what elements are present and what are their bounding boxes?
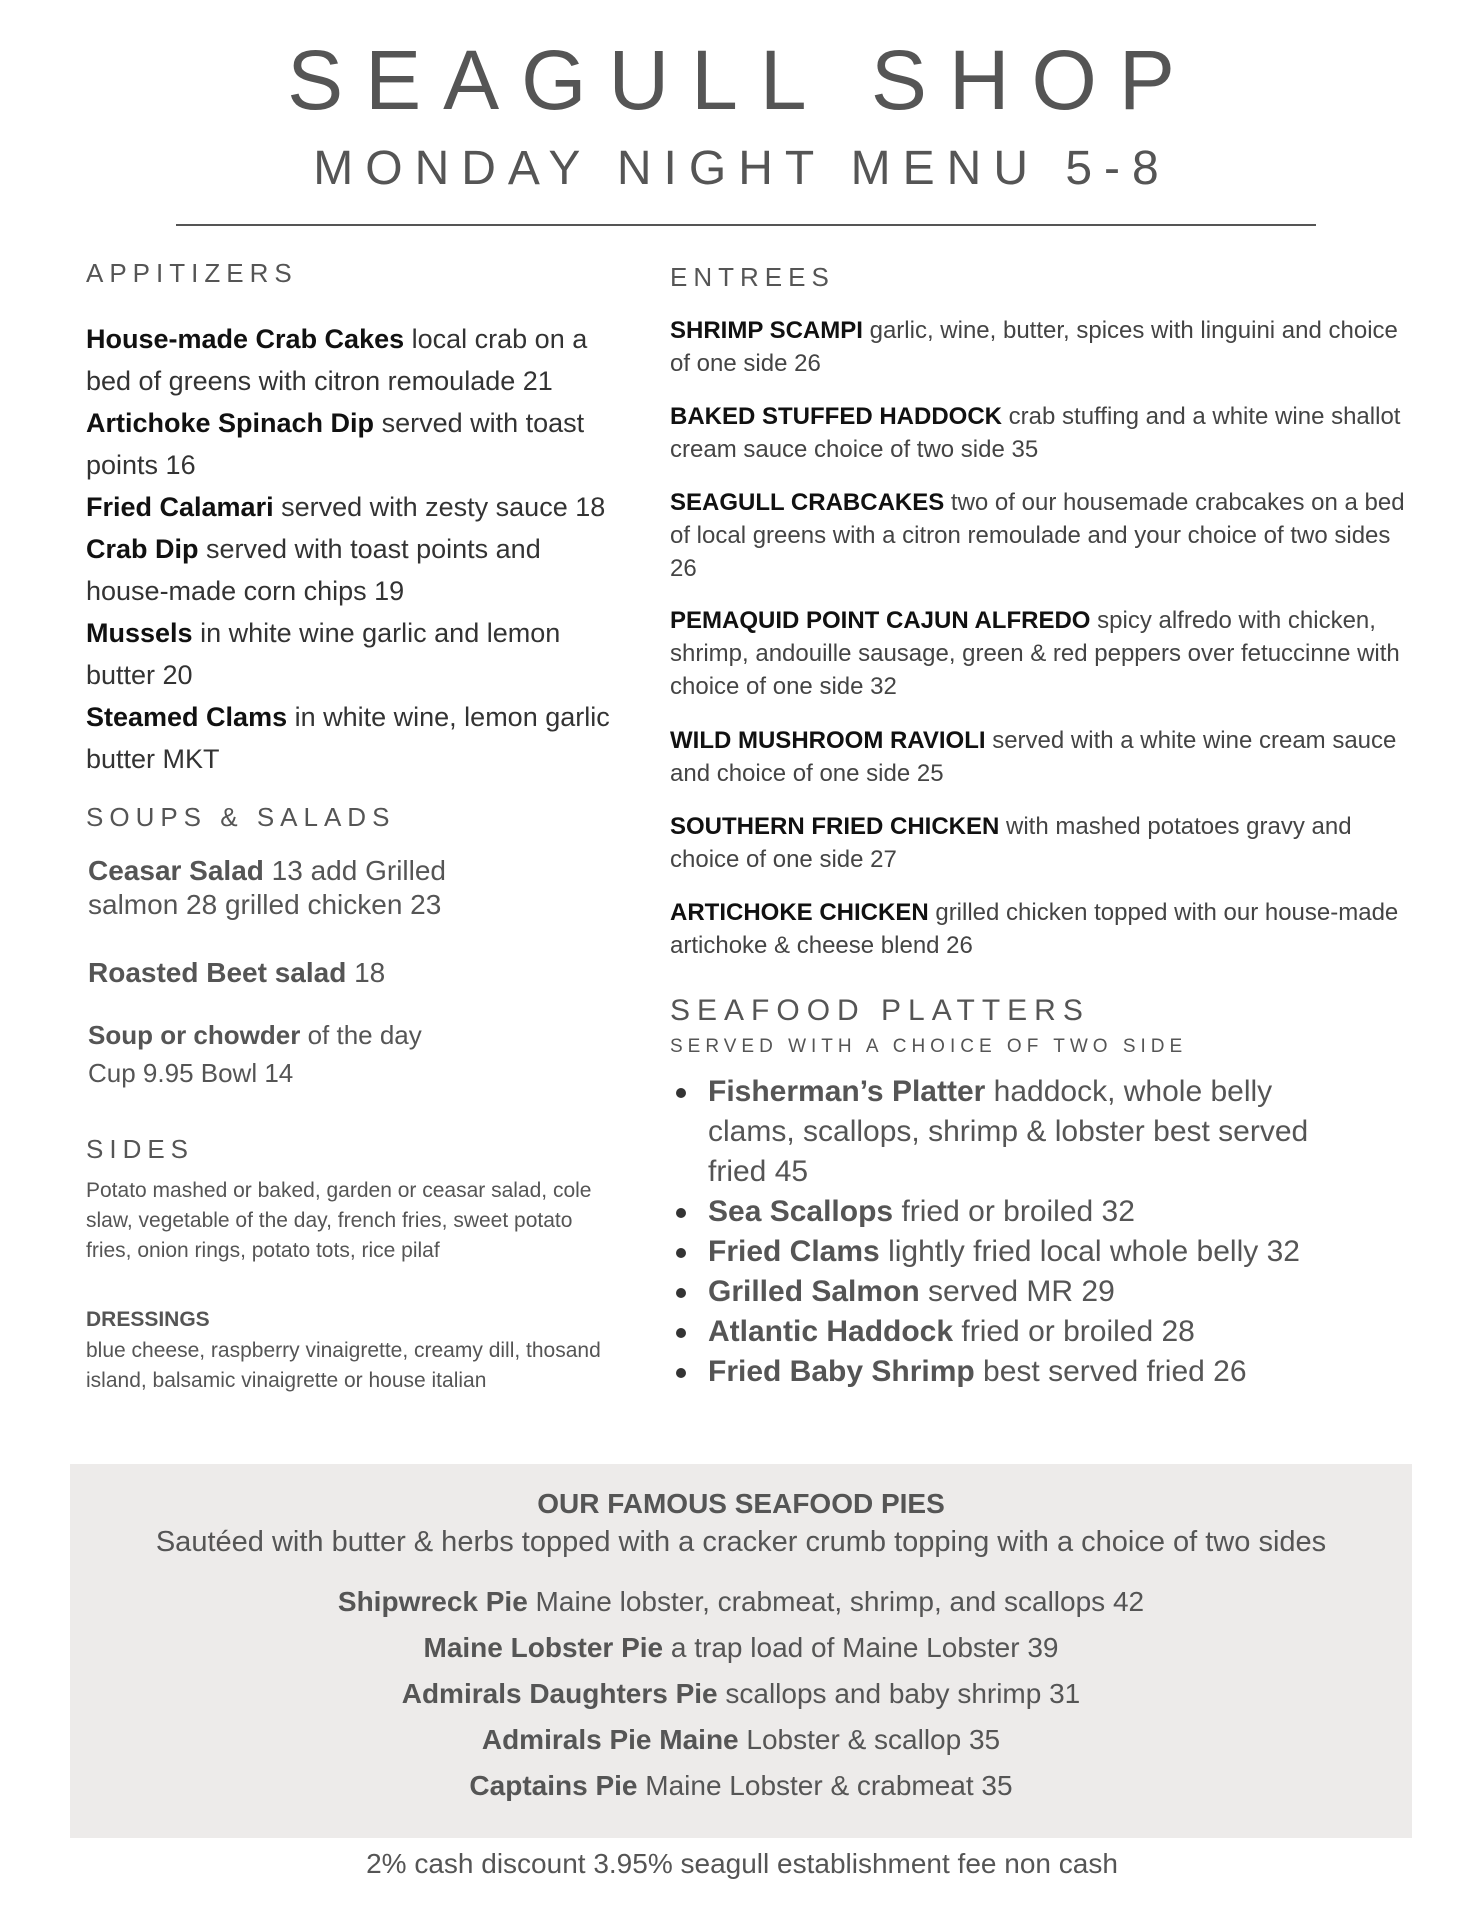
item-desc: crab stuffing and a white wine shallot cream sauce choice of two side 35 (670, 403, 1401, 463)
dressings-heading: DRESSINGS (86, 1308, 210, 1331)
item-desc: two of our housemade crabcakes on a bed of local greens with a citron remoulade and your choice of two sides 26 (670, 489, 1405, 582)
list-item (670, 1352, 1350, 1392)
list-item (670, 1272, 1350, 1312)
item-desc: best served fried 26 (974, 1355, 1247, 1388)
item-name: Atlantic Haddock (708, 1315, 954, 1348)
soup-item (88, 1018, 608, 1052)
item-desc: Maine Lobster & crabmeat 35 (637, 1770, 1013, 1801)
item-desc: served with a white wine cream sauce and choice of one side 25 (670, 727, 1397, 787)
item-name: Admirals Daughters Pie (401, 1678, 718, 1709)
seafood-pies-panel (70, 1464, 1412, 1838)
item-desc: garlic, wine, butter, spices with linguini and choice of one side 26 (670, 317, 1398, 377)
list-item (86, 318, 626, 402)
item-name: PEMAQUID POINT CAJUN ALFREDO (670, 607, 1091, 634)
bullet-icon (676, 1288, 686, 1298)
item-name: WILD MUSHROOM RAVIOLI (670, 727, 986, 754)
bullet-icon (676, 1328, 686, 1338)
list-item (670, 314, 1410, 380)
platters-heading: SEAFOOD PLATTERS (670, 994, 1090, 1027)
list-item (670, 1072, 1350, 1192)
item-desc: spicy alfredo with chicken, shrimp, andouille sausage, green & red peppers over fetuccinne with choice of one side 32 (670, 607, 1400, 700)
item-name: Ceasar Salad (88, 855, 264, 886)
list-item (70, 1586, 1412, 1618)
item-name: Fried Baby Shrimp (708, 1355, 975, 1388)
pies-description: Sautéed with butter & herbs topped with a cracker crumb topping with a choice of two sides (155, 1526, 1327, 1558)
bullet-icon (676, 1248, 686, 1258)
list-item (670, 810, 1410, 876)
platters-list (670, 1072, 1350, 1392)
appetizers-list (86, 318, 626, 780)
list-item (670, 724, 1410, 790)
caesar-salad-item (88, 854, 508, 922)
item-desc: in white wine garlic and lemon butter 20 (86, 618, 561, 690)
item-desc: fried or broiled 28 (953, 1315, 1195, 1348)
soup-prices: Cup 9.95 Bowl 14 (88, 1058, 294, 1088)
item-desc: 18 (346, 957, 386, 988)
item-name: SHRIMP SCAMPI (670, 317, 863, 344)
list-item (670, 604, 1410, 703)
item-name: Mussels (86, 618, 193, 648)
entrees-heading: ENTREES (670, 262, 835, 292)
item-name: Grilled Salmon (708, 1275, 920, 1308)
item-desc: 13 add Grilled salmon 28 grilled chicken 23 (88, 855, 446, 920)
list-item (70, 1724, 1412, 1756)
item-desc: in white wine, lemon garlic butter MKT (86, 702, 610, 774)
item-desc: with mashed potatoes gravy and choice of one side 27 (670, 813, 1352, 873)
list-item (670, 1232, 1350, 1272)
item-name: Roasted Beet salad (88, 957, 347, 988)
beet-salad-item (88, 956, 608, 990)
item-desc: served with toast points 16 (86, 408, 585, 480)
platters-subheading: SERVED WITH A CHOICE OF TWO SIDE (670, 1036, 1188, 1057)
bullet-icon (676, 1208, 686, 1218)
list-item (86, 402, 626, 486)
item-name: Maine Lobster Pie (423, 1632, 664, 1663)
dressings-text: blue cheese, raspberry vinaigrette, creamy dill, thosand island, balsamic vinaigrette or house italian (86, 1339, 601, 1392)
item-name: House-made Crab Cakes (86, 324, 405, 354)
list-item (70, 1770, 1412, 1802)
list-item (670, 486, 1410, 585)
pies-heading: OUR FAMOUS SEAFOOD PIES (537, 1488, 945, 1519)
list-item (670, 1312, 1350, 1352)
sides-text: Potato mashed or baked, garden or ceasar salad, cole slaw, vegetable of the day, french fries, sweet potato fries, onion rings, potato tots, rice pilaf (86, 1179, 592, 1262)
item-name: Steamed Clams (86, 702, 288, 732)
footer-note: 2% cash discount 3.95% seagull establishment fee non cash (366, 1848, 1118, 1879)
item-desc: served MR 29 (919, 1275, 1115, 1308)
item-name: Captains Pie (469, 1770, 638, 1801)
item-name: Fisherman’s Platter (708, 1075, 986, 1108)
appetizers-heading: APPITIZERS (86, 258, 298, 288)
item-desc: served with zesty sauce 18 (273, 492, 606, 522)
header-divider (176, 224, 1316, 226)
item-name: Artichoke Spinach Dip (86, 408, 375, 438)
item-desc: scallops and baby shrimp 31 (717, 1678, 1081, 1709)
item-name: SOUTHERN FRIED CHICKEN (670, 813, 1000, 840)
item-desc: lightly fried local whole belly 32 (879, 1235, 1300, 1268)
item-desc: grilled chicken topped with our house-made artichoke & cheese blend 26 (670, 899, 1399, 959)
list-item (670, 400, 1410, 466)
item-desc: Lobster & scallop 35 (738, 1724, 1001, 1755)
item-desc: of the day (300, 1020, 422, 1050)
item-name: Shipwreck Pie (337, 1586, 528, 1617)
list-item (86, 528, 626, 612)
item-desc: served with toast points and house-made corn chips 19 (86, 534, 541, 606)
item-name: SEAGULL CRABCAKES (670, 489, 945, 516)
list-item (70, 1632, 1412, 1664)
sides-heading: SIDES (86, 1134, 195, 1164)
list-item (86, 486, 626, 528)
item-name: Soup or chowder (88, 1020, 301, 1050)
item-name: Crab Dip (86, 534, 199, 564)
item-name: Admirals Pie Maine (481, 1724, 739, 1755)
soups-salads-heading: SOUPS & SALADS (86, 802, 396, 832)
item-desc: local crab on a bed of greens with citron remoulade 21 (86, 324, 588, 396)
page-title: SEAGULL SHOP (287, 33, 1197, 127)
list-item (86, 612, 626, 696)
item-name: Fried Calamari (86, 492, 274, 522)
item-desc: Maine lobster, crabmeat, shrimp, and scallops 42 (527, 1586, 1145, 1617)
item-name: Sea Scallops (708, 1195, 894, 1228)
menu-subtitle: MONDAY NIGHT MENU 5-8 (313, 142, 1171, 195)
item-name: BAKED STUFFED HADDOCK (670, 403, 1002, 430)
list-item (670, 1192, 1350, 1232)
list-item (70, 1678, 1412, 1710)
bullet-icon (676, 1368, 686, 1378)
list-item (670, 896, 1410, 962)
list-item (86, 696, 626, 780)
item-desc: fried or broiled 32 (893, 1195, 1135, 1228)
item-desc: a trap load of Maine Lobster 39 (663, 1632, 1059, 1663)
item-desc: haddock, whole belly clams, scallops, shrimp & lobster best served fried 45 (708, 1075, 1309, 1188)
item-name: Fried Clams (708, 1235, 880, 1268)
bullet-icon (676, 1088, 686, 1098)
item-name: ARTICHOKE CHICKEN (670, 899, 929, 926)
